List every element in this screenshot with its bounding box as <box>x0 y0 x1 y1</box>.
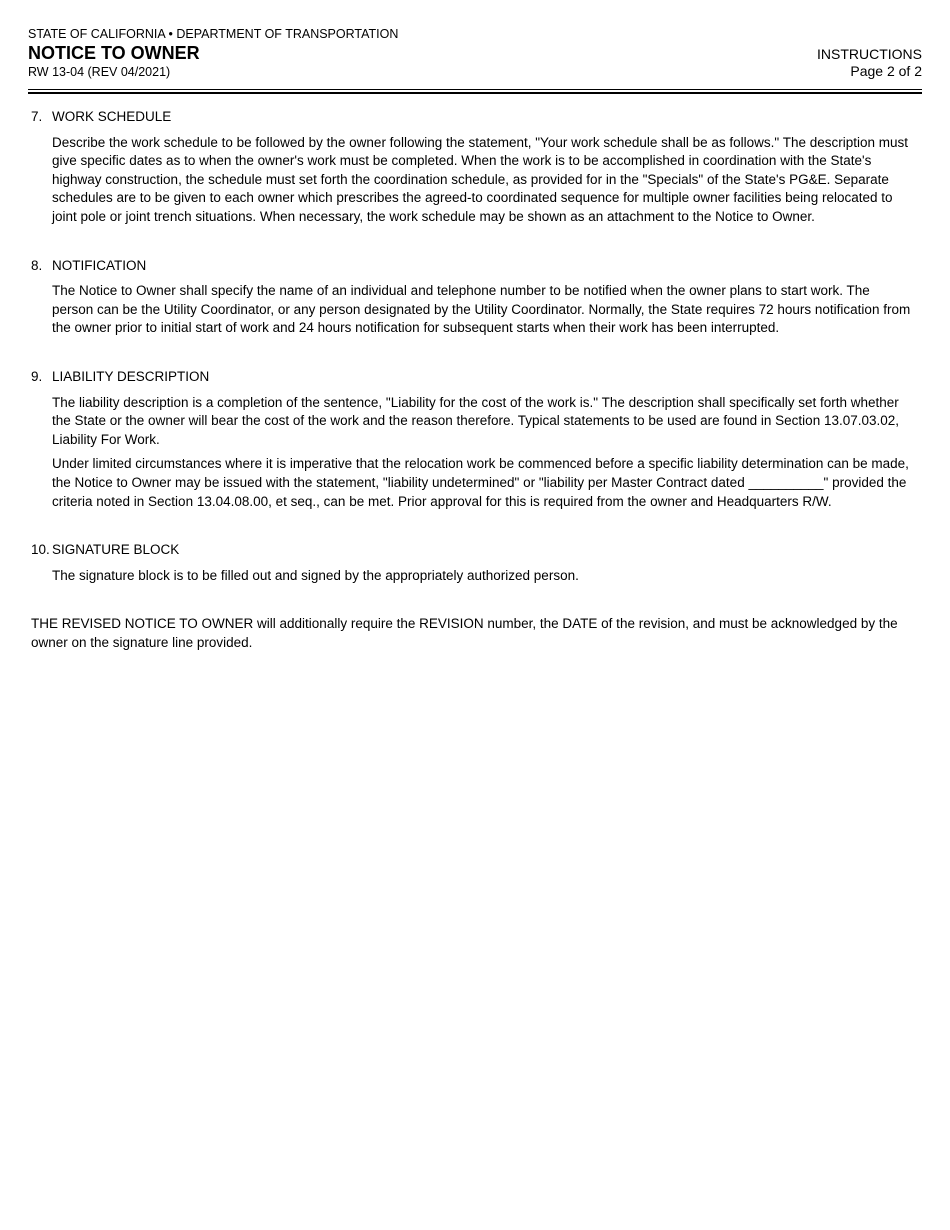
closing-note: THE REVISED NOTICE TO OWNER will additionally require the REVISION number, the DATE of the revision, and must be acknowledged by the owner on the signature line provided. <box>31 616 898 650</box>
section-heading <box>31 108 913 127</box>
section-paragraph: The liability description is a completion of the sentence, "Liability for the cost of the work is." The description shall specifically set forth whether the State or the owner will bear the cost of the work and the reason therefore. Typical statements to be used are found in Section 13.07.03.02, Liability For Work. <box>52 394 900 447</box>
section-paragraph: Describe the work schedule to be followed by the owner following the statement, "Your work schedule shall be as follows." The description must give specific dates as to when the owner's work must be completed. When the work is to be accomplished in coordination with the State's highway construction, the schedule must set forth the coordination schedule, as provided for in the "Specials" of the State's PG&E. Separate schedules are to be given to each owner which prescribes the agreed-to coordinated sequence for multiple owner facilities being relocated to joint pole or joint trench situations. When necessary, the work schedule may be shown as an attachment to the Notice to Owner. <box>52 134 909 224</box>
section-paragraph: The signature block is to be filled out and signed by the appropriately authorized person. <box>52 567 579 583</box>
section-liability-description <box>31 368 913 511</box>
agency-name: STATE OF CALIFORNIA • DEPARTMENT OF TRANSPORTATION <box>28 27 399 41</box>
document-type: INSTRUCTIONS <box>817 46 922 62</box>
instructions-content <box>31 108 913 652</box>
section-work-schedule <box>31 108 913 227</box>
section-title: NOTIFICATION <box>52 257 147 273</box>
form-number: RW 13-04 (REV 04/2021) <box>28 65 171 79</box>
section-number: 7. <box>31 109 43 124</box>
form-title: NOTICE TO OWNER <box>28 43 200 63</box>
section-paragraph: The Notice to Owner shall specify the name of an individual and telephone number to be notified when the owner plans to start work. The person can be the Utility Coordinator, or any person designated by the Utility Coordinator. Normally, the State requires 72 hours notification from the owner prior to initial start of work and 24 hours notification for subsequent starts when their work has been interrupted. <box>52 283 911 336</box>
section-signature-block <box>31 541 913 585</box>
form-header <box>28 27 922 89</box>
section-paragraph: Under limited circumstances where it is imperative that the relocation work be commenced before a specific liability determination can be made, the Notice to Owner may be issued with the statement, "liability undetermined" or "liability per Master Contract dated __________" provided the criteria noted in Section 13.04.08.00, et seq., can be met. Prior approval for this is required from the owner and Headquarters R/W. <box>52 456 909 509</box>
section-heading <box>31 257 913 276</box>
section-notification <box>31 257 913 338</box>
page-number: Page 2 of 2 <box>850 63 922 79</box>
section-title: WORK SCHEDULE <box>52 109 172 124</box>
section-number: 8. <box>31 257 43 273</box>
header-divider-thin <box>28 89 922 90</box>
section-title: LIABILITY DESCRIPTION <box>52 368 210 384</box>
section-heading <box>31 541 913 560</box>
section-title: SIGNATURE BLOCK <box>52 542 180 558</box>
header-divider-thick <box>28 92 922 94</box>
section-number: 9. <box>31 368 43 384</box>
section-number: 10. <box>31 542 50 558</box>
section-heading <box>31 368 913 387</box>
